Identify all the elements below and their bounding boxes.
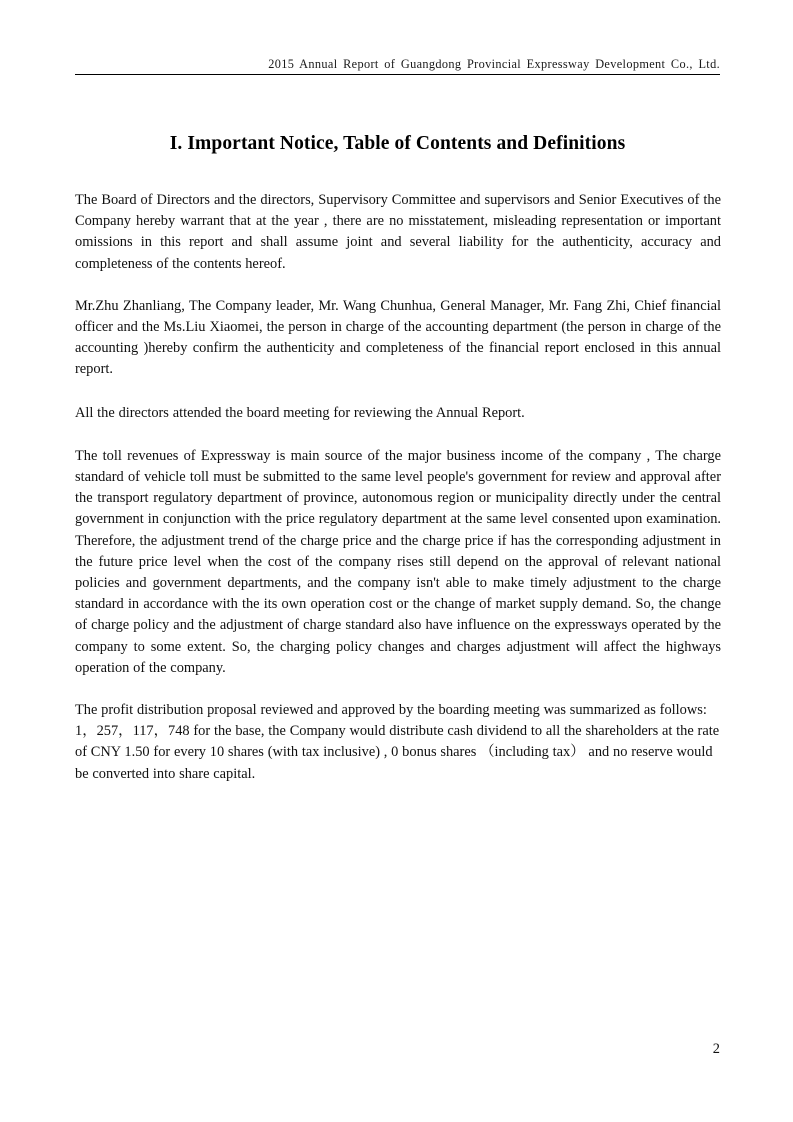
page-title: I. Important Notice, Table of Contents and Definitions [169, 133, 626, 154]
document-body [75, 190, 721, 785]
paragraph-directors-attendance: All the directors attended the board meeting for reviewing the Annual Report. [75, 404, 525, 421]
running-header-title: 2015 Annual Report of Guangdong Provincial Expressway Development Co., Ltd. [268, 57, 720, 71]
running-header [75, 56, 720, 72]
paragraph-officers-confirmation: Mr.Zhu Zhanliang, The Company leader, Mr. Wang Chunhua, General Manager, Mr. Fang Zhi, Chief financial officer and the Ms.Liu Xiaomei, the person in charge of the accounting department (the person in charge of the accounting )hereby confirm the authenticity and completeness of the financial report enclosed in this annual report. [75, 297, 721, 378]
paragraph-toll-revenue-policy: The toll revenues of Expressway is main source of the major business income of the company , The charge standard of vehicle toll must be submitted to the same level people's government for review and approval after the transport regulatory department of province, autonomous region or municipality directly under the central government in conjunction with the price regulatory department at the same level consented upon examination. Therefore, the adjustment trend of the charge price and the charge price if has the corresponding adjustment in the future price level when the cost of the company rises still depend on the approval of relevant national policies and government departments, and the company isn't able to make timely adjustment to the charge standard in accordance with the its own operation cost or the change of market supply demand. So, the change of charge policy and the adjustment of charge standard also have influence on the expressways operated by the company to some extent. So, the charging policy changes and charges adjustment will affect the highways operation of the company. [75, 447, 721, 676]
paragraph-board-warranty: The Board of Directors and the directors, Supervisory Committee and supervisors and Senior Executives of the Company hereby warrant that at the year , there are no misstatement, misleading representation or important omissions in this report and shall assume joint and several liability for the authenticity, accuracy and completeness of the contents hereof. [75, 192, 721, 272]
page-number: 2 [712, 1041, 720, 1057]
paragraph-profit-distribution: The profit distribution proposal reviewed and approved by the boarding meeting was summarized as follows: 1，257，117，748 for the base, the Company would distribute cash dividend to all the shareholders at the rate of CNY 1.50 for every 10 shares (with tax inclusive) , 0 bonus shares （including tax） and no reserve would be converted into share capital. [75, 702, 720, 782]
header-divider-rule [75, 74, 720, 75]
